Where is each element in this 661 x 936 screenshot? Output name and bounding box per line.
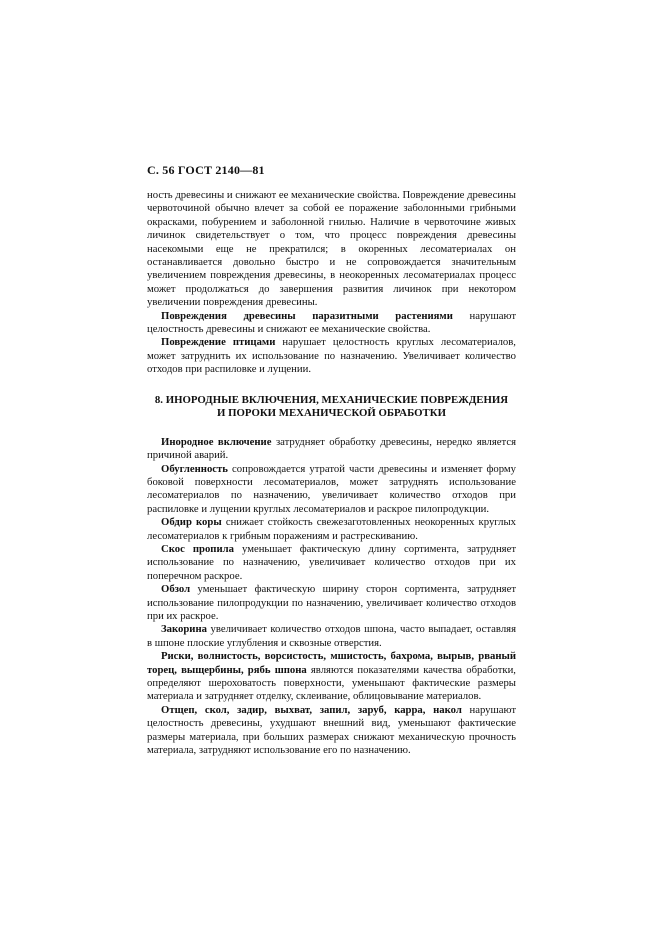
term: Риски, волнистость, ворсистость, мшистость, бахрома, вырыв, рваный торец, выщербины, рябь шпона: [147, 650, 516, 676]
definition: являются показателями качества обработки, определяют шероховатость поверхности, уменьшают фактические размеры материала и затрудняет отделку, склеивание, облицовывание материалов.: [147, 663, 516, 703]
paragraph-wane: [147, 583, 516, 623]
paragraph-charring: [147, 463, 516, 517]
definition: снижает стойкость свежезаготовленных неокоренных круглых лесоматериалов к грибным поражениям и растрескиванию.: [147, 516, 516, 542]
definition: затрудняет обработку древесины, нередко является причиной аварий.: [147, 435, 516, 462]
definition: нарушают целостность древесины, ухудшают внешний вид, уменьшают фактические размеры материала, при больших размерах снижают механическую прочность материала, затрудняют использование его по назначению.: [147, 703, 516, 757]
definition: нарушают целостность древесины и снижают ее механические свойства.: [147, 309, 517, 336]
definition: увеличивает количество отходов шпона, часто выпадает, оставляя в шпоне плоские углубления и сквозные отверстия.: [147, 623, 516, 649]
paragraph-intro: ность древесины и снижают ее механические свойства. Повреждение древесины червоточиной обычно влечет за собой ее поражение заболонными грибными окрасками, побурением и заболонной гнилью. Наличие в червоточине живых личинок свидетельствует о том, что процесс повреждения древесины насекомыми еще не прекратился; в окоренных лесоматериалах он останавливается довольно быстро и не сопровождается значительным увеличением повреждения древесины, в неокоренных лесоматериалах процесс может продолжаться до завершения развития личинок при некотором увеличении повреждения древесины.: [147, 189, 516, 309]
term: Повреждения древесины паразитными растениями: [161, 309, 453, 322]
paragraph-oblique-cut: [147, 543, 516, 583]
paragraph-birds: [147, 336, 516, 376]
section-title-line-2: И ПОРОКИ МЕХАНИЧЕСКОЙ ОБРАБОТКИ: [217, 406, 446, 419]
term: Обугленность: [161, 462, 228, 475]
term: Отщеп, скол, задир, выхват, запил, заруб, карра, накол: [161, 703, 462, 716]
term: Обдир коры: [161, 516, 222, 529]
term: Инородное включение: [161, 435, 272, 448]
section-title: [147, 394, 516, 420]
paragraph-mechanical-damage: [147, 704, 516, 758]
definition: уменьшает фактическую длину сортимента, затрудняет использование по назначению, увеличивает количество отходов при их поперечном раскрое.: [147, 542, 516, 582]
definition: нарушает целостность круглых лесоматериалов, может затруднить их использование по назначению. Увеличивает количество отходов при распиловке и лущении.: [147, 336, 516, 376]
term: Скос пропила: [161, 542, 234, 555]
term: Закорина: [161, 623, 207, 636]
definition: сопровождается утратой части древесины и изменяет форму боковой поверхности лесоматериалов, может затруднять использование лесоматериалов по назначению, увеличивает количество отходов при распиловке и лущении круглых лесоматериалов и раскрое пилопродукции.: [147, 462, 516, 515]
paragraph-parasitic-plants: [147, 310, 516, 337]
term: Обзол: [161, 583, 191, 596]
page-header: С. 56 ГОСТ 2140—81: [147, 163, 265, 177]
paragraph-bark-stripping: [147, 516, 516, 543]
definition: уменьшает фактическую ширину сторон сортимента, затрудняет использование пилопродукции по назначению, увеличивает количество отходов при их раскрое.: [147, 583, 516, 622]
paragraph-foreign-inclusion: [147, 436, 516, 463]
term: Повреждение птицами: [161, 336, 276, 349]
paragraph-bark-pocket: [147, 623, 516, 650]
section-title-line-1: 8. ИНОРОДНЫЕ ВКЛЮЧЕНИЯ, МЕХАНИЧЕСКИЕ ПОВРЕЖДЕНИЯ: [154, 393, 509, 406]
paragraph-machining-defects: [147, 650, 516, 704]
document-body: [147, 189, 516, 757]
